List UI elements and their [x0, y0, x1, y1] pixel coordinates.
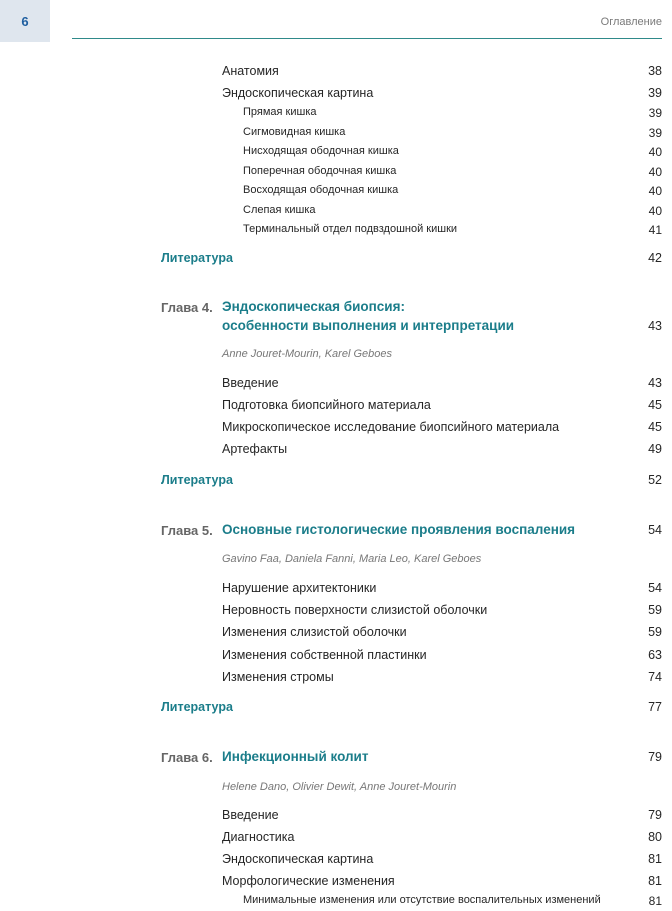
toc-entry[interactable] — [0, 581, 672, 599]
chapter-authors — [0, 348, 672, 364]
toc-entry-page: 45 — [648, 398, 662, 412]
chapter-authors-text: Anne Jouret-Mourin, Karel Geboes — [222, 348, 392, 360]
toc-entry-page: 81 — [648, 874, 662, 888]
chapter-authors — [0, 781, 672, 797]
toc-entry-title: Микроскопическое исследование биопсийного материала — [222, 420, 560, 434]
toc-subentry-title: Минимальные изменения или отсутствие воспалительных изменений — [243, 894, 601, 906]
toc-entry-title: Изменения собственной пластинки — [222, 648, 427, 662]
literature-page: 52 — [648, 473, 662, 487]
chapter-label: Глава 6. — [161, 750, 213, 765]
chapter-page: 54 — [648, 523, 662, 537]
toc-subentry-title: Сигмовидная кишка — [243, 126, 346, 138]
toc-entry[interactable] — [0, 808, 672, 826]
chapter-heading[interactable] — [0, 749, 672, 769]
toc-entry[interactable] — [0, 376, 672, 394]
toc-entry[interactable] — [0, 670, 672, 688]
toc-entry-page: 45 — [648, 420, 662, 434]
chapter-title: Основные гистологические проявления воспаления — [222, 522, 576, 537]
chapter-title-line-2: особенности выполнения и интерпретации — [222, 318, 515, 333]
toc-entry[interactable] — [0, 830, 672, 848]
chapter-authors — [0, 553, 672, 569]
toc-subentry-page: 40 — [648, 145, 662, 159]
header-divider — [72, 38, 662, 39]
toc-literature[interactable] — [0, 251, 672, 269]
toc-entry-page: 59 — [648, 625, 662, 639]
chapter-authors-text: Gavino Faa, Daniela Fanni, Maria Leo, Karel Geboes — [222, 553, 482, 565]
toc-subentry[interactable] — [0, 126, 672, 142]
toc-subentry[interactable] — [0, 106, 672, 122]
toc-literature[interactable] — [0, 473, 672, 491]
toc-subentry-page: 40 — [648, 165, 662, 179]
toc-subentry[interactable] — [0, 165, 672, 181]
chapter-heading[interactable] — [0, 298, 672, 338]
toc-entry-page: 54 — [648, 581, 662, 595]
toc-entry-title: Введение — [222, 808, 279, 822]
toc-entry-title: Морфологические изменения — [222, 874, 395, 888]
toc-subentry-page: 40 — [648, 204, 662, 218]
toc-entry-page: 74 — [648, 670, 662, 684]
toc-entry-title: Артефакты — [222, 442, 288, 456]
toc-subentry-page: 41 — [648, 223, 662, 237]
toc-subentry-title: Нисходящая ободочная кишка — [243, 145, 399, 157]
toc-entry-page: 43 — [648, 376, 662, 390]
toc-subentry-page: 39 — [648, 106, 662, 120]
literature-page: 77 — [648, 700, 662, 714]
toc-entry-title: Анатомия — [222, 64, 279, 78]
toc-entry-page: 63 — [648, 648, 662, 662]
toc-subentry-page: 81 — [648, 894, 662, 908]
toc-entry-title: Нарушение архитектоники — [222, 581, 377, 595]
toc-entry[interactable] — [0, 442, 672, 460]
toc-entry-page: 38 — [648, 64, 662, 78]
toc-subentry-page: 40 — [648, 184, 662, 198]
toc-subentry-title: Терминальный отдел подвздошной кишки — [243, 223, 458, 235]
toc-entry-title: Введение — [222, 376, 279, 390]
chapter-page: 43 — [648, 319, 662, 333]
page-number: 6 — [0, 0, 50, 42]
literature-title: Литература — [161, 700, 233, 714]
chapter-label: Глава 5. — [161, 523, 213, 538]
toc-subentry[interactable] — [0, 223, 672, 239]
chapter-title-line-1: Эндоскопическая биопсия: — [222, 299, 405, 314]
toc-entry[interactable] — [0, 398, 672, 416]
toc-entry-page: 79 — [648, 808, 662, 822]
chapter-authors-text: Helene Dano, Olivier Dewit, Anne Jouret-Mourin — [222, 781, 457, 793]
toc-subentry-title: Прямая кишка — [243, 106, 317, 118]
toc-subentry-title: Восходящая ободочная кишка — [243, 184, 399, 196]
toc-entry[interactable] — [0, 648, 672, 666]
toc-entry-page: 80 — [648, 830, 662, 844]
toc-subentry[interactable] — [0, 894, 672, 910]
literature-title: Литература — [161, 473, 233, 487]
toc-entry-page: 49 — [648, 442, 662, 456]
toc-subentry[interactable] — [0, 204, 672, 220]
toc-entry[interactable] — [0, 625, 672, 643]
toc-subentry[interactable] — [0, 184, 672, 200]
toc-entry-title: Изменения стромы — [222, 670, 334, 684]
literature-page: 42 — [648, 251, 662, 265]
toc-subentry-page: 39 — [648, 126, 662, 140]
toc-entry[interactable] — [0, 64, 672, 82]
toc-literature[interactable] — [0, 700, 672, 718]
toc-entry-title: Подготовка биопсийного материала — [222, 398, 431, 412]
toc-entry-title: Неровность поверхности слизистой оболочки — [222, 603, 488, 617]
toc-entry-page: 39 — [648, 86, 662, 100]
page-header — [0, 0, 672, 42]
toc-entry[interactable] — [0, 86, 672, 104]
running-title: Оглавление — [600, 16, 662, 28]
toc-entry-page: 81 — [648, 852, 662, 866]
chapter-heading[interactable] — [0, 522, 672, 542]
toc-subentry-title: Поперечная ободочная кишка — [243, 165, 397, 177]
toc-entry-title: Изменения слизистой оболочки — [222, 625, 407, 639]
toc-subentry-title: Слепая кишка — [243, 204, 316, 216]
toc-entry-page: 59 — [648, 603, 662, 617]
toc-entry-title: Эндоскопическая картина — [222, 852, 374, 866]
toc-subentry[interactable] — [0, 145, 672, 161]
toc-entry-title: Эндоскопическая картина — [222, 86, 374, 100]
chapter-page: 79 — [648, 750, 662, 764]
toc-entry[interactable] — [0, 852, 672, 870]
chapter-label: Глава 4. — [161, 300, 213, 315]
toc-entry-title: Диагностика — [222, 830, 295, 844]
toc-entry[interactable] — [0, 420, 672, 438]
chapter-title: Инфекционный колит — [222, 749, 369, 764]
toc-entry[interactable] — [0, 603, 672, 621]
literature-title: Литература — [161, 251, 233, 265]
toc-entry[interactable] — [0, 874, 672, 892]
